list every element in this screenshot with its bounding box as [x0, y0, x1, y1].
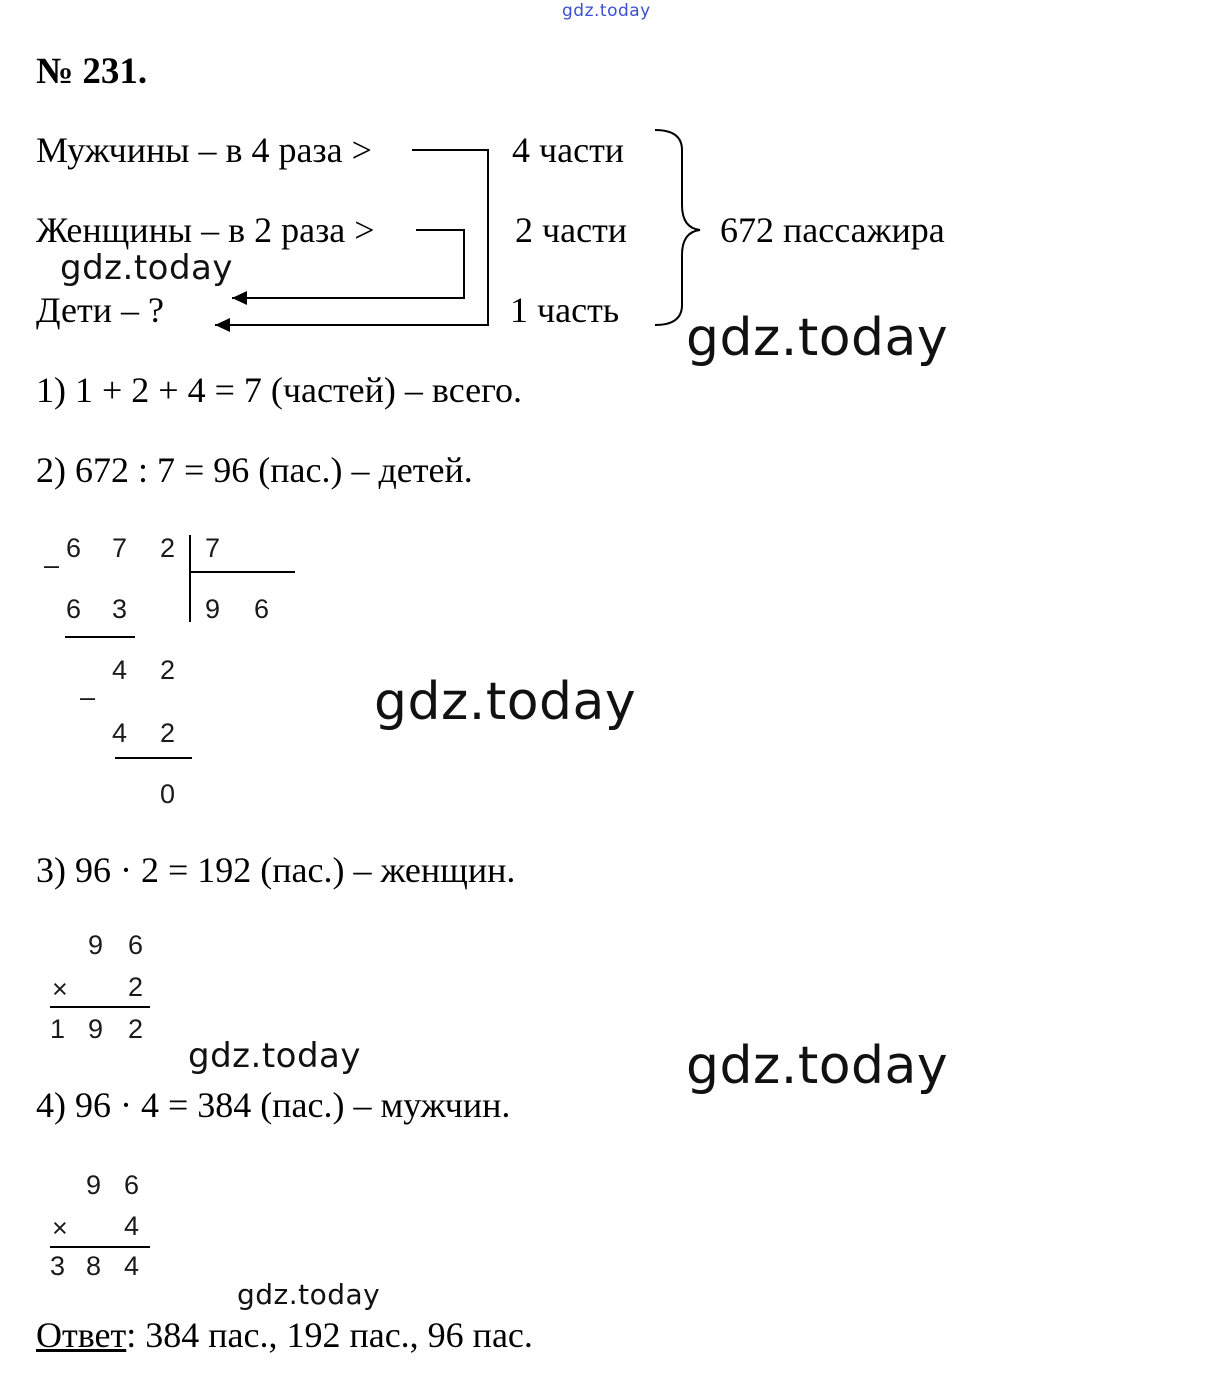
scheme-women-label: Женщины – в 2 раза > — [36, 210, 375, 250]
scheme-children-label: Дети – ? — [36, 290, 164, 330]
step-1: 1) 1 + 2 + 4 = 7 (частей) – всего. — [36, 370, 522, 410]
watermark-mult: gdz.today — [188, 1036, 361, 1076]
division-dividend-digit: 2 — [160, 533, 176, 563]
mult1-result-digit: 9 — [88, 1014, 104, 1044]
scheme-parts-men: 4 части — [512, 130, 625, 170]
division-sub2-digit: 2 — [160, 718, 176, 748]
mult2-top-digit: 9 — [86, 1170, 102, 1200]
scheme-men-label: Мужчины – в 4 раза > — [36, 130, 372, 170]
mult2-sign: × — [52, 1213, 68, 1243]
answer-label: Ответ — [36, 1315, 127, 1355]
scheme-parts-women: 2 части — [515, 210, 628, 250]
arrow-head-icon — [232, 291, 247, 305]
watermark-right-bottom: gdz.today — [686, 1036, 949, 1096]
mult2-result-digit: 4 — [124, 1251, 140, 1281]
watermark-center: gdz.today — [374, 672, 637, 732]
problem-title: № 231. — [36, 51, 148, 92]
watermark-right-top: gdz.today — [686, 308, 949, 368]
division-rem1-digit: 4 — [112, 655, 128, 685]
watermark-scheme: gdz.today — [60, 248, 233, 288]
division-final: 0 — [160, 779, 176, 809]
mult1-top-digit: 6 — [128, 930, 144, 960]
step-3: 3) 96 · 2 = 192 (пас.) – женщин. — [36, 850, 516, 890]
mult1-top-digit: 9 — [88, 930, 104, 960]
division-divisor: 7 — [205, 533, 221, 563]
arrow-head-icon — [215, 318, 230, 332]
total-brace-icon — [655, 130, 700, 325]
answer-line — [36, 1315, 533, 1355]
step-2: 2) 672 : 7 = 96 (пас.) – детей. — [36, 450, 473, 490]
mult2-factor: 4 — [124, 1211, 140, 1241]
scheme-parts-children: 1 часть — [510, 290, 620, 330]
mult1-result-digit: 1 — [50, 1014, 66, 1044]
mult1-result-digit: 2 — [128, 1014, 144, 1044]
division-sub1-digit: 6 — [66, 594, 82, 624]
division-dividend-digit: 6 — [66, 533, 82, 563]
answer-text: : 384 пас., 192 пас., 96 пас. — [126, 1315, 533, 1355]
mult2-result-digit: 3 — [50, 1251, 66, 1281]
women-arrow-line — [232, 230, 464, 298]
watermark-bottom: gdz.today — [237, 1278, 381, 1311]
watermark-top: gdz.today — [562, 1, 651, 21]
scheme-total: 672 пассажира — [720, 210, 945, 250]
division-quotient-digit: 9 — [205, 594, 221, 624]
division-sub1-digit: 3 — [112, 594, 128, 624]
division-minus-2: – — [80, 682, 96, 712]
division-quotient-digit: 6 — [254, 594, 270, 624]
mult2-top-digit: 6 — [124, 1170, 140, 1200]
division-dividend-digit: 7 — [112, 533, 128, 563]
step-4: 4) 96 · 4 = 384 (пас.) – мужчин. — [36, 1085, 511, 1125]
mult1-sign: × — [52, 974, 68, 1004]
mult2-result-digit: 8 — [86, 1251, 102, 1281]
mult1-factor: 2 — [128, 972, 144, 1002]
division-minus-1: – — [44, 550, 60, 580]
division-rem1-digit: 2 — [160, 655, 176, 685]
division-sub2-digit: 4 — [112, 718, 128, 748]
